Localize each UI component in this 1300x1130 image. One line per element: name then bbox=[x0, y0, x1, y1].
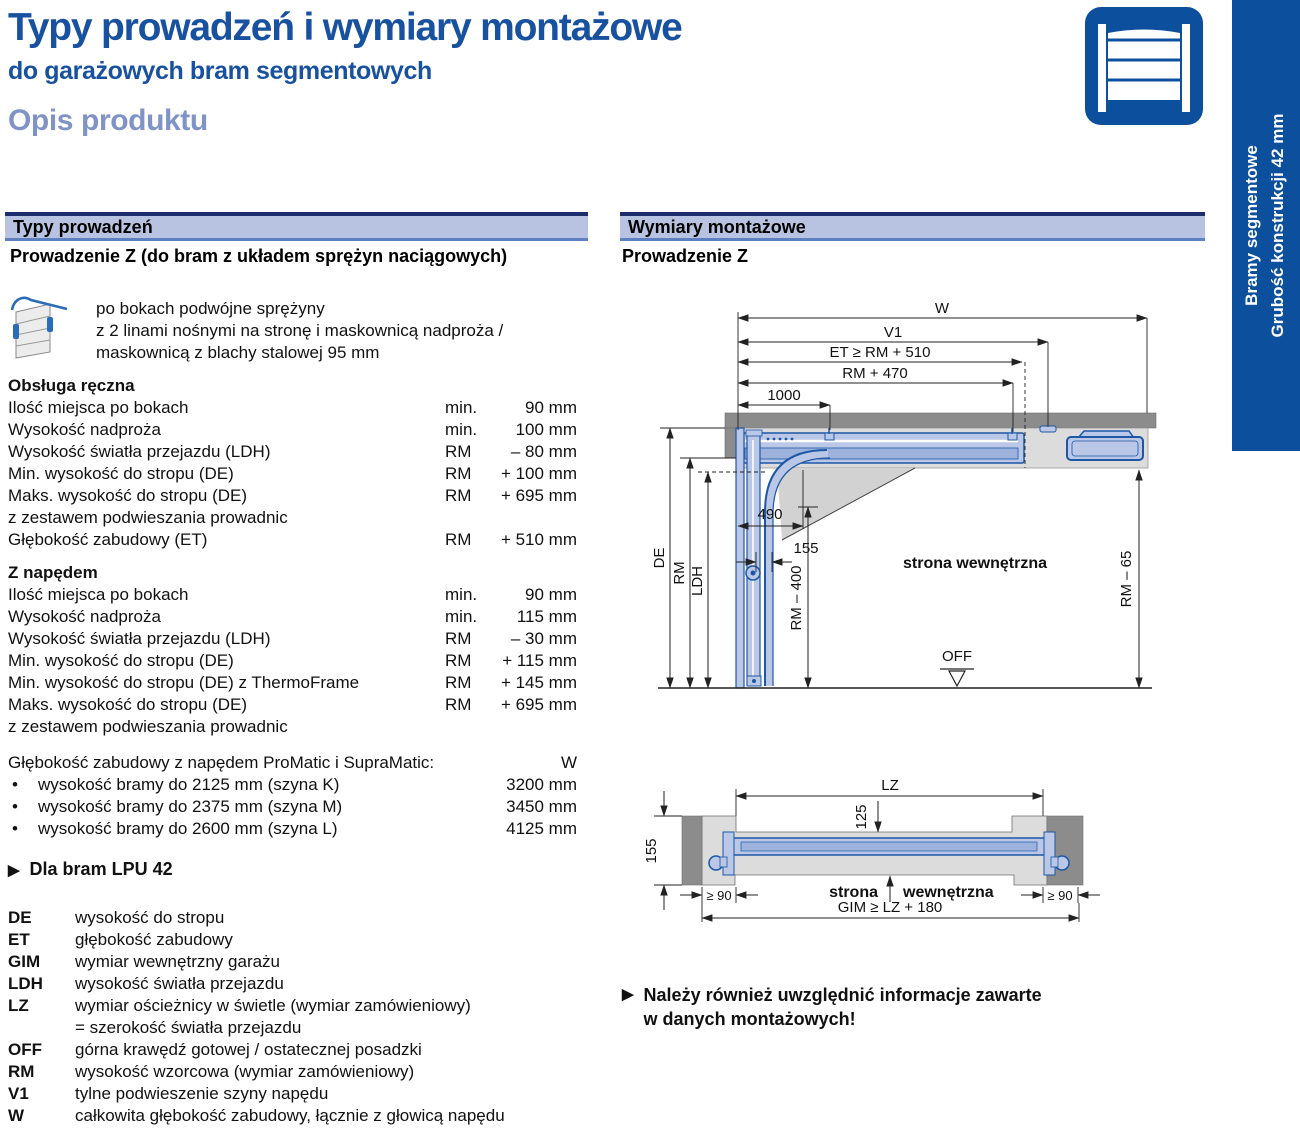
row-value: – 30 mm bbox=[510, 629, 577, 648]
track-wedge bbox=[777, 468, 915, 540]
item-value: 3200 mm bbox=[506, 775, 577, 794]
row-unit: min. bbox=[445, 398, 478, 417]
list-item bbox=[8, 797, 577, 819]
table-section-title: Obsługa ręczna bbox=[8, 376, 135, 395]
dim-490-label: 490 bbox=[757, 506, 783, 523]
row-unit: min. bbox=[445, 585, 478, 604]
dim-1000-label: 1000 bbox=[767, 387, 801, 404]
mounting-subheader: Prowadzenie Z bbox=[622, 246, 749, 266]
row-label: Wysokość nadproża bbox=[8, 607, 161, 626]
table-row bbox=[8, 673, 577, 695]
legend-row bbox=[8, 1018, 583, 1040]
row-unit: RM bbox=[445, 695, 472, 714]
section-bar-track-types: Typy prowadzeń bbox=[5, 212, 588, 241]
side-tab-line1: Bramy segmentowe bbox=[1242, 145, 1261, 306]
row-value: 90 mm bbox=[525, 585, 577, 604]
legend-row bbox=[8, 974, 583, 996]
legend-row bbox=[8, 1062, 583, 1084]
legend-abbr: DE bbox=[8, 908, 32, 927]
row-label: Min. wysokość do stropu (DE) bbox=[8, 464, 234, 483]
off-label: OFF bbox=[942, 648, 972, 665]
table-row bbox=[8, 651, 577, 673]
row-unit: RM bbox=[445, 464, 472, 483]
horizontal-rail bbox=[741, 428, 1024, 463]
table-row bbox=[8, 717, 577, 739]
dim-rm470-label: RM + 470 bbox=[842, 365, 908, 382]
row-unit: RM bbox=[445, 530, 472, 549]
row-label: Ilość miejsca po bokach bbox=[8, 585, 189, 604]
dim-ldh-label: LDH bbox=[689, 565, 706, 597]
note-text bbox=[644, 983, 1042, 1031]
row-label: Głębokość zabudowy (ET) bbox=[8, 530, 208, 549]
dim-90-left bbox=[680, 887, 758, 903]
table-row bbox=[8, 398, 577, 420]
dim-de-label: DE bbox=[651, 547, 668, 569]
row-value: 115 mm bbox=[516, 607, 577, 626]
dim-155-label: 155 bbox=[793, 540, 819, 557]
dim-gim-label: GIM ≥ LZ + 180 bbox=[837, 899, 943, 916]
list-item bbox=[8, 775, 577, 797]
door-track-icon bbox=[8, 294, 70, 365]
inside-word-2: wewnętrzna bbox=[903, 884, 994, 901]
section-bar-mounting-dimensions: Wymiary montażowe bbox=[620, 212, 1205, 241]
row-value: + 115 mm bbox=[502, 651, 577, 670]
bullet: • bbox=[12, 775, 18, 794]
mounting-data-note bbox=[622, 983, 1042, 1031]
row-label: Wysokość światła przejazdu (LDH) bbox=[8, 629, 271, 648]
legend-row bbox=[8, 908, 583, 930]
dim-rm65-label: RM – 65 bbox=[1118, 550, 1135, 608]
table-row bbox=[8, 420, 577, 442]
table-row bbox=[8, 607, 577, 629]
table-row bbox=[8, 486, 577, 508]
arrow-right-icon: ▶ bbox=[8, 862, 20, 879]
dim-90-left-label: ≥ 90 bbox=[706, 888, 732, 903]
legend-row bbox=[8, 952, 583, 974]
dim-90-right-label: ≥ 90 bbox=[1047, 888, 1073, 903]
installation-depth-list bbox=[8, 753, 577, 841]
table-row bbox=[8, 508, 577, 530]
depth-header: Głębokość zabudowy z napędem ProMatic i SupraMatic: bbox=[8, 753, 435, 772]
row-label: Maks. wysokość do stropu (DE) bbox=[8, 486, 248, 505]
legend-desc: tylne podwieszenie szyny napędu bbox=[75, 1084, 329, 1103]
note-line2: w danych montażowych! bbox=[643, 1009, 856, 1029]
legend-abbr: LDH bbox=[8, 974, 43, 993]
track-type-subheader: Prowadzenie Z (do bram z układem sprężyn naciągowych) bbox=[10, 246, 508, 266]
list-item bbox=[8, 819, 577, 841]
row-label: z zestawem podwieszania prowadnic bbox=[8, 508, 288, 527]
lpu42-note-text: Dla bram LPU 42 bbox=[29, 859, 173, 879]
row-label: Ilość miejsca po bokach bbox=[8, 398, 189, 417]
table-row bbox=[8, 530, 577, 552]
table-row bbox=[8, 585, 577, 607]
depth-header-value: W bbox=[560, 753, 577, 772]
sectional-door-icon bbox=[1085, 7, 1203, 125]
manual-operation-table bbox=[8, 376, 577, 552]
row-value: 90 mm bbox=[525, 398, 577, 417]
legend-desc: = szerokość światła przejazdu bbox=[75, 1018, 302, 1037]
intro-line: po bokach podwójne sprężyny bbox=[96, 299, 325, 318]
inside-word-1: strona bbox=[829, 884, 878, 901]
legend-desc: głębokość zabudowy bbox=[75, 930, 233, 949]
row-unit: RM bbox=[445, 629, 472, 648]
dim-rm-label: RM bbox=[671, 561, 688, 585]
row-unit: min. bbox=[445, 420, 478, 439]
page-subtitle: do garażowych bram segmentowych bbox=[8, 57, 432, 85]
legend-row bbox=[8, 1106, 583, 1128]
row-unit: RM bbox=[445, 442, 472, 461]
table-section-title: Z napędem bbox=[8, 563, 98, 582]
legend-abbr: W bbox=[8, 1106, 25, 1125]
dim-et-label: ET ≥ RM + 510 bbox=[829, 344, 931, 361]
legend-abbr: LZ bbox=[8, 996, 29, 1015]
side-tab-line2: Grubość konstrukcji 42 mm bbox=[1268, 113, 1287, 338]
depth-header-row bbox=[8, 753, 577, 775]
intro-line: maskownicą z blachy stalowej 95 mm bbox=[96, 343, 380, 362]
legend-abbr: ET bbox=[8, 930, 30, 949]
dim-rm400-label: RM – 400 bbox=[788, 565, 805, 631]
table-row bbox=[8, 464, 577, 486]
intro-line: z 2 linami nośnymi na stronę i maskownicą nadproża / bbox=[96, 321, 504, 340]
dim-125 bbox=[853, 801, 878, 832]
wall-left bbox=[682, 816, 702, 885]
row-value: 100 mm bbox=[515, 420, 577, 439]
dim-w-label: W bbox=[934, 300, 950, 317]
dim-90-right bbox=[1021, 887, 1100, 903]
row-label: z zestawem podwieszania prowadnic bbox=[8, 717, 288, 736]
side-tab bbox=[1232, 0, 1300, 451]
legend-desc: wysokość światła przejazdu bbox=[75, 974, 284, 993]
dim-lz-label: LZ bbox=[881, 777, 899, 794]
row-value: + 510 mm bbox=[500, 530, 577, 549]
legend-desc: wysokość do stropu bbox=[75, 908, 225, 927]
legend-row bbox=[8, 930, 583, 952]
item-value: 4125 mm bbox=[506, 819, 577, 838]
top-dimensions bbox=[738, 300, 1147, 432]
row-value: + 145 mm bbox=[500, 673, 577, 692]
intro-text bbox=[96, 294, 503, 365]
dim-155-left bbox=[643, 791, 682, 910]
legend-row bbox=[8, 1084, 583, 1106]
table-row bbox=[8, 695, 577, 717]
row-value: + 100 mm bbox=[500, 464, 577, 483]
legend-row bbox=[8, 1040, 583, 1062]
row-unit: RM bbox=[445, 651, 472, 670]
dim-125-label: 125 bbox=[853, 804, 870, 830]
item-label: wysokość bramy do 2375 mm (szyna M) bbox=[38, 797, 343, 816]
row-value: + 695 mm bbox=[500, 695, 577, 714]
row-value: + 695 mm bbox=[500, 486, 577, 505]
dim-v1-label: V1 bbox=[883, 324, 903, 341]
dim-155-plan-label: 155 bbox=[643, 838, 660, 864]
row-label: Wysokość światła przejazdu (LDH) bbox=[8, 442, 271, 461]
lpu42-note bbox=[8, 859, 173, 883]
legend-abbr: V1 bbox=[8, 1084, 29, 1103]
legend-row bbox=[8, 996, 583, 1018]
legend-abbr: RM bbox=[8, 1062, 35, 1081]
table-row bbox=[8, 442, 577, 464]
intro-block bbox=[8, 294, 583, 365]
row-unit: RM bbox=[445, 673, 472, 692]
legend-desc: wymiar wewnętrzny garażu bbox=[75, 952, 281, 971]
legend-desc: wysokość wzorcowa (wymiar zamówieniowy) bbox=[75, 1062, 415, 1081]
bullet: • bbox=[12, 797, 18, 816]
inside-label: strona wewnętrzna bbox=[902, 555, 1048, 572]
note-line1: Należy również uwzględnić informacje zawarte bbox=[643, 985, 1042, 1005]
side-tab-label bbox=[1232, 0, 1300, 451]
table-row bbox=[8, 629, 577, 651]
item-label: wysokość bramy do 2125 mm (szyna K) bbox=[38, 775, 340, 794]
lz-dimension bbox=[736, 777, 1043, 816]
diagram-side-section bbox=[620, 300, 1210, 725]
abbreviation-legend bbox=[8, 908, 583, 1128]
section-title: Opis produktu bbox=[8, 104, 208, 137]
row-value: – 80 mm bbox=[510, 442, 577, 461]
inside-label-plan bbox=[829, 876, 994, 902]
powered-operation-table bbox=[8, 563, 577, 739]
legend-desc: całkowita głębokość zabudowy, łącznie z głowicą napędu bbox=[75, 1106, 505, 1125]
row-unit: RM bbox=[445, 486, 472, 505]
legend-desc: wymiar ościeżnicy w świetle (wymiar zamówieniowy) bbox=[75, 996, 471, 1015]
row-label: Wysokość nadproża bbox=[8, 420, 161, 439]
off-floor-symbol bbox=[940, 648, 974, 686]
row-unit: min. bbox=[445, 607, 478, 626]
item-label: wysokość bramy do 2600 mm (szyna L) bbox=[38, 819, 338, 838]
legend-desc: górna krawędź gotowej / ostatecznej posadzki bbox=[75, 1040, 422, 1059]
item-value: 3450 mm bbox=[506, 797, 577, 816]
bullet: • bbox=[12, 819, 18, 838]
row-label: Maks. wysokość do stropu (DE) bbox=[8, 695, 248, 714]
arrow-right-icon: ▶ bbox=[622, 986, 634, 1003]
legend-abbr: OFF bbox=[8, 1040, 42, 1059]
row-label: Min. wysokość do stropu (DE) bbox=[8, 651, 234, 670]
diagram-plan-section bbox=[620, 775, 1150, 940]
row-label: Min. wysokość do stropu (DE) z ThermoFrame bbox=[8, 673, 360, 692]
legend-abbr: GIM bbox=[8, 952, 41, 971]
page-title: Typy prowadzeń i wymiary montażowe bbox=[8, 6, 682, 49]
gim-dimension bbox=[702, 899, 1079, 922]
